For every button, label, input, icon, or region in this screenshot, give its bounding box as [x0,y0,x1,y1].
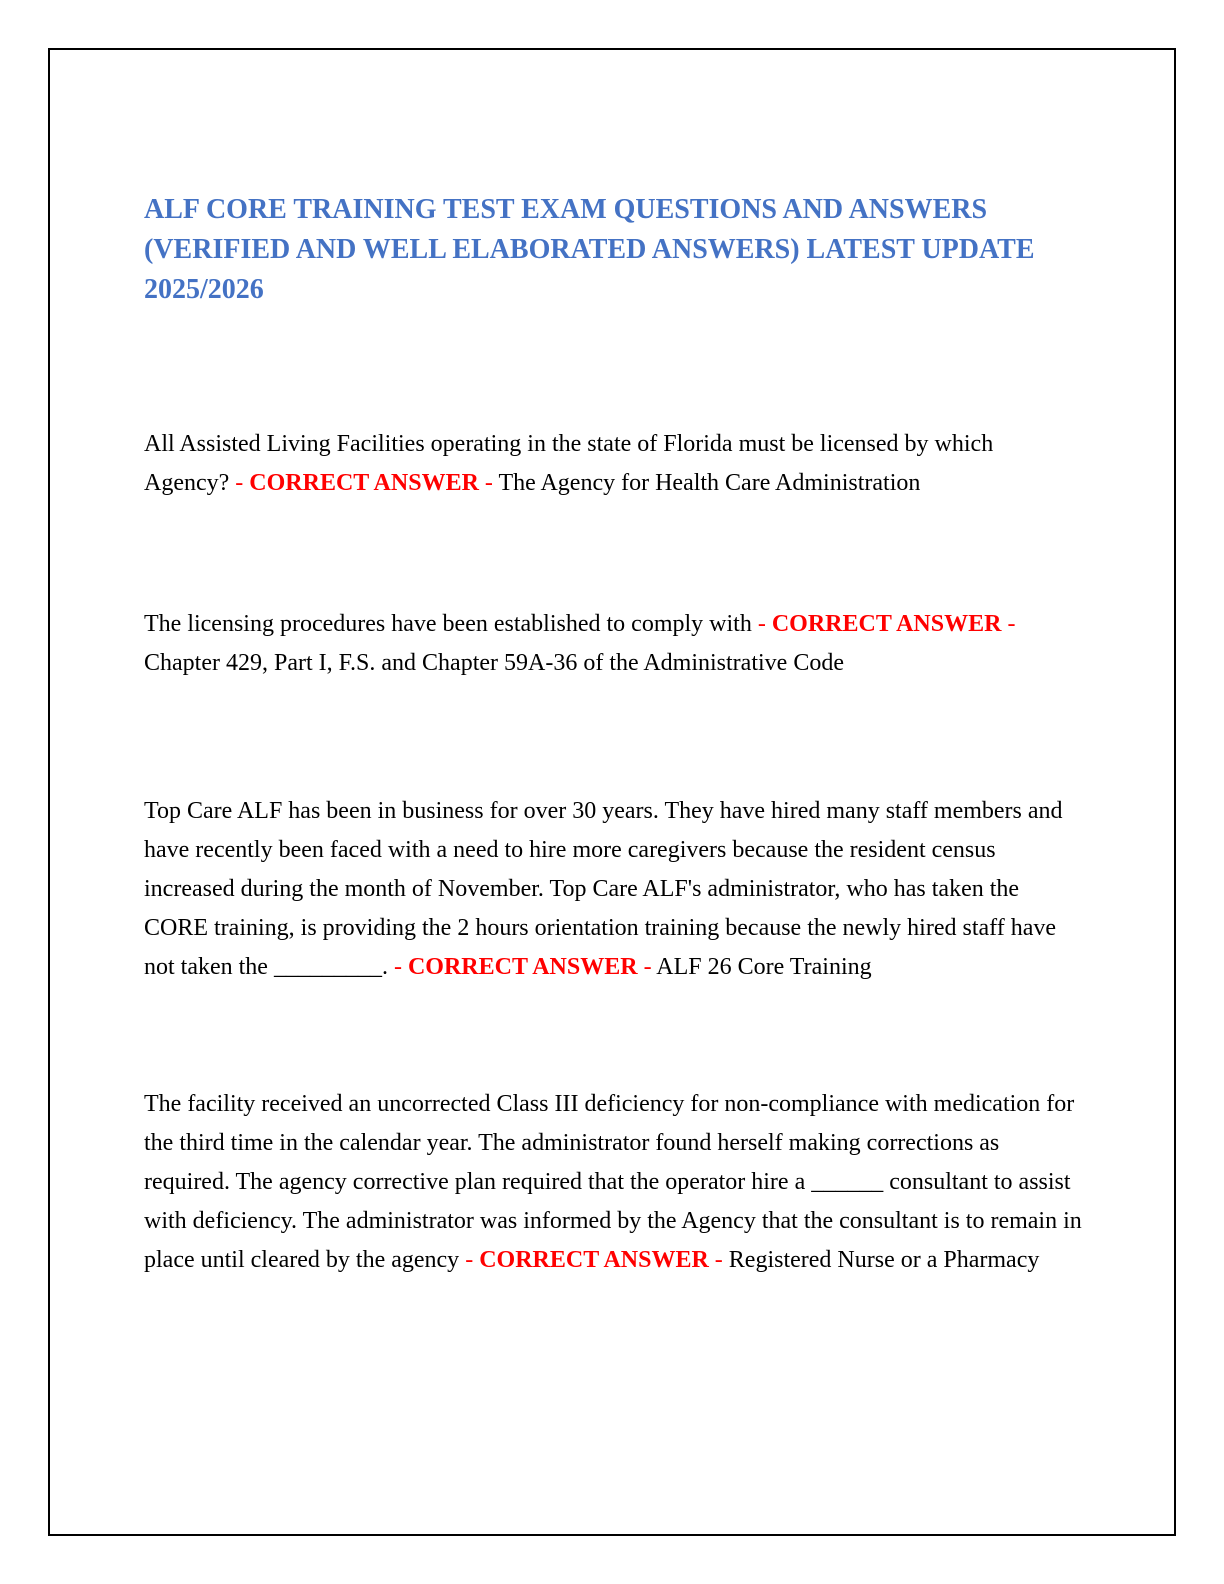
qa-separator: - [708,1247,729,1273]
correct-answer-label: CORRECT ANSWER [479,1247,709,1273]
qa-question: The facility received an uncorrected Class III deficiency for non-compliance with medication for the third time in the calendar year. The administrator found herself making corrections as required. The agency corrective plan required that the operator hire a ______ consultant to assist with deficiency. The administrator was informed by the Agency that the consultant is to remain in place until cleared by the agency [144,1091,1082,1273]
qa-separator: - [478,470,499,496]
document-title: ALF CORE TRAINING TEST EXAM QUESTIONS AND ANSWERS (VERIFIED AND WELL ELABORATED ANSWERS) LATEST UPDATE 2025/2026 [144,194,1035,305]
qa-separator: - [459,1247,480,1273]
qa-answer: ALF 26 Core Training [656,954,872,980]
qa-separator: - [229,470,250,496]
qa-separator: - [637,954,657,980]
qa-item-4 [144,1085,1082,1280]
correct-answer-label: CORRECT ANSWER [407,954,638,980]
qa-item-1 [144,425,1082,503]
qa-item-2 [144,605,1082,683]
qa-separator: - [387,954,408,980]
qa-question: Top Care ALF has been in business for over 30 years. They have hired many staff members and have recently been faced with a need to hire more caregivers because the resident census increased during the month of November. Top Care ALF's administrator, who has taken the CORE training, is providing the 2 hours orientation training because the newly hired staff have not taken the _________. [144,798,1063,980]
qa-answer: Chapter 429, Part I, F.S. and Chapter 59A-36 of the Administrative Code [144,650,844,676]
qa-question: The licensing procedures have been established to comply with [144,611,752,637]
qa-answer: Registered Nurse or a Pharmacy [728,1247,1040,1273]
qa-item-3 [144,792,1082,987]
qa-separator: - [1001,611,1016,637]
correct-answer-label: CORRECT ANSWER [771,611,1002,637]
correct-answer-label: CORRECT ANSWER [249,470,479,496]
qa-separator: - [751,611,772,637]
qa-answer: The Agency for Health Care Administration [498,470,921,496]
qa-question: All Assisted Living Facilities operating in the state of Florida must be licensed by which Agency? [144,431,994,496]
